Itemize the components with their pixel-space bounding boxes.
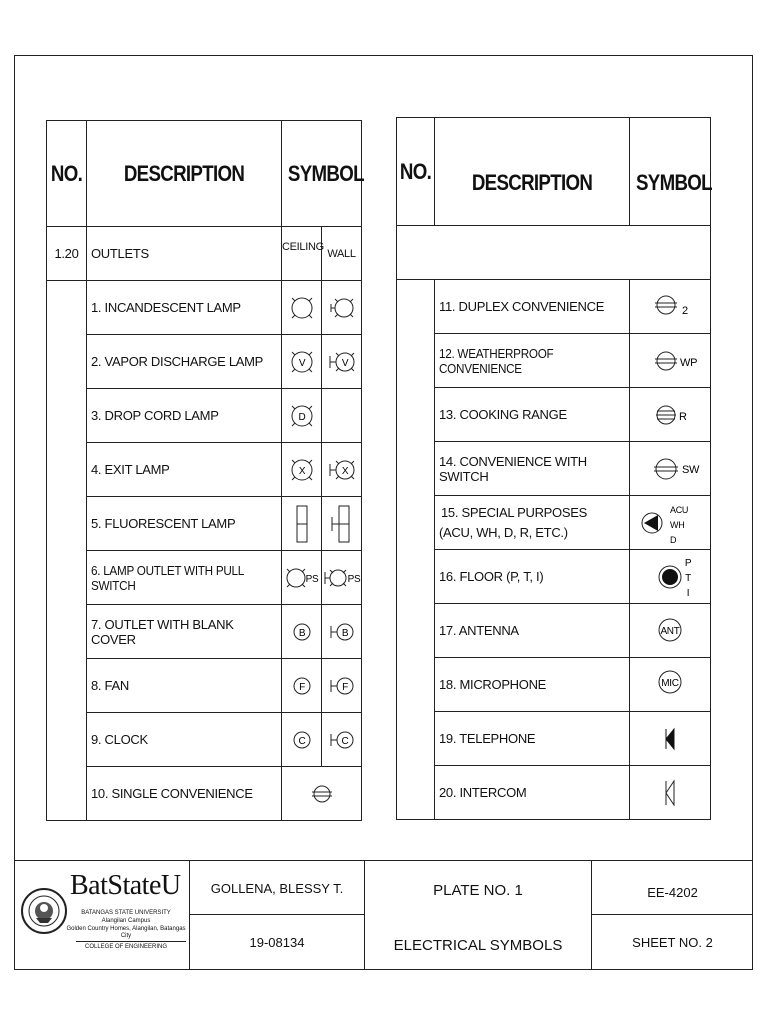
row-label: 7. OUTLET WITH BLANK COVER — [87, 605, 282, 659]
exit-lamp-icon — [282, 443, 322, 497]
row-label: 5. FLUORESCENT LAMP — [87, 497, 282, 551]
svg-text:X: X — [298, 465, 306, 477]
vapor-discharge-lamp-wall-icon — [322, 335, 362, 389]
header-no: NO. — [397, 118, 435, 226]
svg-text:V: V — [298, 357, 306, 369]
college-name: COLLEGE OF ENGINEERING — [84, 944, 168, 950]
fluorescent-lamp-wall-icon — [322, 497, 362, 551]
header-symbol: SYMBOL — [630, 118, 711, 226]
logo-wordmark: BatStateU — [70, 870, 181, 901]
row-label: 19. TELEPHONE — [435, 712, 630, 766]
wall-label: WALL — [322, 227, 362, 281]
blank-cover-outlet-icon — [282, 605, 322, 659]
svg-text:PS: PS — [347, 573, 361, 585]
fan-outlet-wall-icon — [322, 659, 362, 713]
campus-name: Alangilan Campus — [101, 918, 151, 924]
row-label: 17. ANTENNA — [435, 604, 630, 658]
header-description: DESCRIPTION — [87, 121, 282, 227]
vapor-discharge-lamp-icon — [282, 335, 322, 389]
campus-address: Golden Country Homes, Alangilan, Batangas City — [66, 926, 186, 939]
exit-lamp-wall-icon — [322, 443, 362, 497]
row-label: 9. CLOCK — [87, 713, 282, 767]
pull-switch-outlet-wall-icon — [322, 551, 362, 605]
row-label: 15. SPECIAL PURPOSES (ACU, WH, D, R, ETC.) — [435, 496, 630, 550]
svg-text:T: T — [685, 572, 691, 584]
row-label: 16. FLOOR (P, T, I) — [435, 550, 630, 604]
svg-text:C: C — [341, 735, 349, 747]
header-no: NO. — [47, 121, 87, 227]
clock-outlet-icon — [282, 713, 322, 767]
svg-text:V: V — [341, 357, 349, 369]
svg-text:SW: SW — [682, 463, 700, 476]
svg-text:B: B — [341, 627, 349, 639]
row-label: 4. EXIT LAMP — [87, 443, 282, 497]
special-purpose-icon — [630, 496, 711, 550]
student-number: 19-08134 — [249, 935, 305, 950]
duplex-convenience-icon — [630, 280, 711, 334]
row-label: 10. SINGLE CONVENIENCE — [87, 767, 282, 821]
svg-text:F: F — [342, 681, 348, 693]
row-label: 13. COOKING RANGE — [435, 388, 630, 442]
right-legend-table — [396, 117, 711, 820]
svg-text:I: I — [686, 587, 690, 599]
row-label: 14. CONVENIENCE WITH SWITCH — [435, 442, 630, 496]
cooking-range-icon — [630, 388, 711, 442]
telephone-icon — [630, 712, 711, 766]
row-spacer — [47, 281, 87, 821]
antenna-icon — [630, 604, 711, 658]
svg-text:D: D — [670, 534, 677, 545]
row-label: 3. DROP CORD LAMP — [87, 389, 282, 443]
section-blank-row — [397, 226, 711, 280]
svg-text:ANT: ANT — [660, 625, 680, 637]
svg-text:MIC: MIC — [661, 677, 679, 689]
left-legend-table — [46, 120, 362, 821]
svg-text:P: P — [684, 557, 692, 569]
section-label: OUTLETS — [87, 227, 282, 281]
floor-outlet-icon — [630, 550, 711, 604]
svg-text:WH: WH — [670, 519, 685, 530]
section-no: 1.20 — [47, 227, 87, 281]
row-label: 8. FAN — [87, 659, 282, 713]
header-symbol: SYMBOL — [282, 121, 362, 227]
university-name: BATANGAS STATE UNIVERSITY — [81, 910, 171, 916]
weatherproof-convenience-icon — [630, 334, 711, 388]
row-label: 6. LAMP OUTLET WITH PULL SWITCH — [87, 551, 282, 605]
svg-text:C: C — [298, 735, 306, 747]
svg-text:F: F — [299, 681, 305, 693]
row-spacer — [397, 280, 435, 820]
plate-number: PLATE NO. 1 — [433, 881, 523, 899]
row-label: 20. INTERCOM — [435, 766, 630, 820]
drop-cord-lamp-icon — [282, 389, 322, 443]
incandescent-lamp-wall-icon — [322, 281, 362, 335]
row-label: 18. MICROPHONE — [435, 658, 630, 712]
clock-outlet-wall-icon — [322, 713, 362, 767]
empty-cell — [322, 389, 362, 443]
svg-text:PS: PS — [305, 573, 319, 585]
svg-text:ACU: ACU — [670, 504, 689, 515]
fluorescent-lamp-icon — [282, 497, 322, 551]
incandescent-lamp-icon — [282, 281, 322, 335]
single-convenience-icon — [282, 767, 362, 821]
svg-text:X: X — [341, 465, 349, 477]
row-label: 12. WEATHERPROOF CONVENIENCE — [435, 334, 630, 388]
microphone-icon — [630, 658, 711, 712]
pull-switch-outlet-icon — [282, 551, 322, 605]
intercom-icon — [630, 766, 711, 820]
svg-text:B: B — [298, 627, 306, 639]
convenience-switch-icon — [630, 442, 711, 496]
course-code: EE-4202 — [647, 884, 698, 900]
svg-text:D: D — [298, 411, 306, 423]
svg-text:R: R — [679, 410, 687, 423]
blank-cover-outlet-wall-icon — [322, 605, 362, 659]
plate-title: ELECTRICAL SYMBOLS — [393, 936, 563, 954]
row-label: 2. VAPOR DISCHARGE LAMP — [87, 335, 282, 389]
fan-outlet-icon — [282, 659, 322, 713]
university-seal — [20, 866, 68, 956]
row-label: 1. INCANDESCENT LAMP — [87, 281, 282, 335]
ceiling-label: CEILING — [282, 227, 322, 281]
header-description: DESCRIPTION — [435, 118, 630, 226]
row-label: 11. DUPLEX CONVENIENCE — [435, 280, 630, 334]
sheet-number: SHEET NO. 2 — [632, 935, 713, 950]
svg-text:WP: WP — [680, 356, 698, 369]
student-name: GOLLENA, BLESSY T. — [210, 880, 344, 896]
svg-text:2: 2 — [682, 304, 688, 317]
